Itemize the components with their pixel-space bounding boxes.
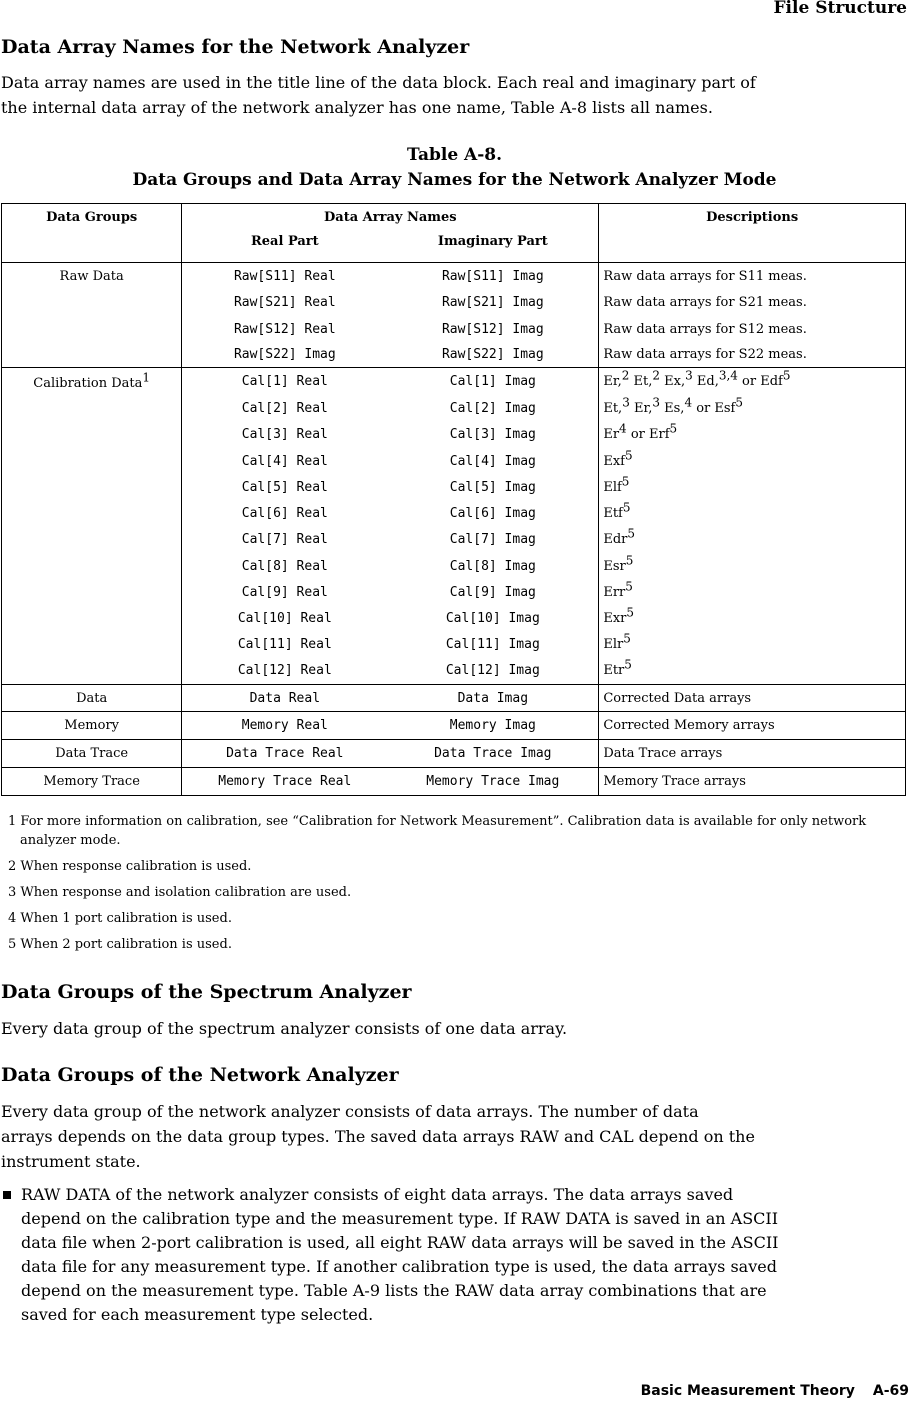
group-memory: Memory: [2, 712, 182, 740]
memory-real: Memory Real: [182, 712, 387, 740]
cal-desc-7: Edr$^5$: [599, 527, 906, 553]
data-array-names-table: [1, 203, 906, 796]
cal-imag-7: Cal[7] Imag: [449, 532, 536, 547]
square-bullet-icon: [3, 1191, 11, 1199]
cal-real-6: Cal[6] Real: [241, 505, 328, 521]
running-head: File Structure: [773, 0, 907, 18]
data-desc: Corrected Data arrays: [599, 685, 906, 712]
cal-real-7: Cal[7] Real: [241, 532, 328, 547]
raw-desc-s22: Raw data arrays for S22 meas.: [599, 343, 906, 368]
bullet-line-1: RAW DATA of the network analyzer consists of eight data arrays. The data arrays saved: [21, 1185, 734, 1204]
bullet-line-2: depend on the calibration type and the measurement type. If RAW DATA is saved in an ASCII: [21, 1209, 779, 1228]
intro-line-2: the internal data array of the network analyzer has one name, Table A-8 lists all names.: [1, 98, 713, 117]
cal-real-4: Cal[4] Real: [241, 453, 328, 469]
network-groups-paragraph: [1, 1099, 755, 1174]
raw-desc-s21: Raw data arrays for S21 meas.: [599, 290, 906, 316]
cal-imag-2: Cal[2] Imag: [449, 401, 536, 416]
cal-real-10: Cal[10] Real: [237, 611, 332, 626]
header-array-names-label: Data Array Names: [324, 210, 457, 225]
footer-title: Basic Measurement Theory: [640, 1383, 855, 1399]
raw-real-s22: Raw[S22] Imag: [182, 343, 387, 368]
header-array-names: [182, 204, 599, 263]
header-real-part: Real Part: [250, 234, 319, 249]
cal-desc-5: Elf$^5$: [599, 475, 906, 500]
cal-desc-4: Exf$^5$: [599, 448, 906, 475]
table-row: [2, 712, 906, 740]
cal-desc-2: Et,$^3$ Er,$^3$ Es,$^4$ or Esf$^5$: [599, 396, 906, 422]
table-row: [2, 263, 906, 290]
page-footer: [641, 1383, 909, 1399]
raw-real-s11: Raw[S11] Real: [233, 268, 336, 284]
page-number: A-69: [872, 1383, 909, 1399]
cal-real-2: Cal[2] Real: [241, 401, 328, 416]
cal-imag-8: Cal[8] Imag: [449, 558, 536, 574]
cal-real-12: Cal[12] Real: [182, 658, 387, 685]
intro-line-1: Data array names are used in the title line of the data block. Each real and imaginary part of: [1, 73, 756, 92]
group-memory-trace: Memory Trace: [2, 768, 182, 796]
data-real: Data Real: [182, 685, 387, 712]
table-row: [2, 768, 906, 796]
raw-real-s21: Raw[S21] Real: [233, 295, 336, 310]
raw-desc-s11: Raw data arrays for S11 meas.: [599, 263, 906, 290]
memory-trace-desc: Memory Trace arrays: [599, 768, 906, 796]
data-trace-real: Data Trace Real: [182, 740, 387, 768]
cal-desc-12: Etr$^5$: [599, 658, 906, 685]
header-descriptions: Descriptions: [599, 204, 906, 263]
network-groups-line-3: instrument state.: [1, 1152, 141, 1171]
table-footnotes: [8, 812, 888, 961]
cal-imag-6: Cal[6] Imag: [449, 505, 536, 521]
header-imag-part: Imaginary Part: [437, 234, 548, 249]
network-groups-line-2: arrays depends on the data group types. The saved data arrays RAW and CAL depend on the: [1, 1127, 755, 1146]
cal-real-5: Cal[5] Real: [241, 479, 328, 495]
memory-trace-imag: Memory Trace Imag: [387, 768, 599, 796]
cal-real-1: Cal[1] Real: [241, 374, 328, 390]
list-item: [1, 1183, 906, 1327]
bullet-line-4: data file for any measurement type. If another calibration type is used, the data arrays saved: [21, 1257, 777, 1276]
memory-imag: Memory Imag: [387, 712, 599, 740]
raw-imag-s22: Raw[S22] Imag: [387, 343, 599, 368]
cal-real-3: Cal[3] Real: [241, 427, 328, 442]
footnote-4: 4 When 1 port calibration is used.: [8, 911, 232, 926]
section-heading-spectrum: Data Groups of the Spectrum Analyzer: [1, 981, 412, 1003]
cal-imag-10: Cal[10] Imag: [445, 611, 540, 626]
calibration-label: Calibration Data: [33, 376, 143, 391]
bullet-list: [1, 1183, 906, 1327]
table-title: Data Groups and Data Array Names for the Network Analyzer Mode: [132, 170, 777, 190]
spectrum-paragraph: Every data group of the spectrum analyzer consists of one data array.: [1, 1019, 568, 1038]
raw-imag-s12: Raw[S12] Imag: [441, 321, 544, 337]
header-data-groups: Data Groups: [2, 204, 182, 263]
table-row: [2, 368, 906, 396]
table-number: Table A-8.: [406, 145, 503, 165]
raw-desc-s12: Raw data arrays for S12 meas.: [599, 316, 906, 343]
group-data-trace: Data Trace: [2, 740, 182, 768]
group-calibration-data: [2, 368, 182, 685]
group-data: Data: [2, 685, 182, 712]
calibration-footnote-ref: 1: [142, 370, 151, 385]
bullet-line-6: saved for each measurement type selected.: [21, 1305, 374, 1324]
cal-imag-1: Cal[1] Imag: [449, 374, 536, 390]
footnote-3: 3 When response and isolation calibration are used.: [8, 885, 352, 900]
footnote-5: 5 When 2 port calibration is used.: [8, 937, 232, 952]
cal-real-11: Cal[11] Real: [237, 637, 332, 652]
cal-desc-3: Er$^4$ or Erf$^5$: [599, 422, 906, 448]
intro-paragraph: [1, 70, 756, 120]
data-trace-desc: Data Trace arrays: [599, 740, 906, 768]
data-trace-imag: Data Trace Imag: [387, 740, 599, 768]
cal-imag-3: Cal[3] Imag: [449, 427, 536, 442]
bullet-line-5: depend on the measurement type. Table A-9 lists the RAW data array combinations that are: [21, 1281, 767, 1300]
footnote-1: 1 For more information on calibration, see “Calibration for Network Measurement”. Calibration data is available for only network analyzer mode.: [8, 814, 867, 848]
group-raw-data: Raw Data: [2, 263, 182, 368]
section-heading-array-names: Data Array Names for the Network Analyzer: [1, 36, 470, 58]
network-groups-line-1: Every data group of the network analyzer consists of data arrays. The number of data: [1, 1102, 699, 1121]
cal-imag-12: Cal[12] Imag: [387, 658, 599, 685]
section-heading-network-groups: Data Groups of the Network Analyzer: [1, 1064, 399, 1086]
raw-imag-s21: Raw[S21] Imag: [441, 295, 544, 310]
table-header-row: [2, 204, 906, 263]
table-row: [2, 685, 906, 712]
bullet-line-3: data file when 2-port calibration is used, all eight RAW data arrays will be saved in the ASCII: [21, 1233, 779, 1252]
raw-imag-s11: Raw[S11] Imag: [441, 268, 544, 284]
memory-desc: Corrected Memory arrays: [599, 712, 906, 740]
cal-real-8: Cal[8] Real: [241, 558, 328, 574]
table-row: [2, 740, 906, 768]
cal-imag-4: Cal[4] Imag: [449, 453, 536, 469]
cal-desc-1: Er,$^2$ Et,$^2$ Ex,$^3$ Ed,$^{3,4}$ or Edf$^5$: [599, 368, 906, 396]
footnote-2: 2 When response calibration is used.: [8, 859, 252, 874]
raw-real-s12: Raw[S12] Real: [233, 321, 336, 337]
memory-trace-real: Memory Trace Real: [182, 768, 387, 796]
cal-desc-8: Esr$^5$: [599, 553, 906, 580]
cal-desc-9: Err$^5$: [599, 580, 906, 606]
cal-desc-6: Etf$^5$: [599, 500, 906, 527]
cal-imag-5: Cal[5] Imag: [449, 479, 536, 495]
cal-imag-11: Cal[11] Imag: [445, 637, 540, 652]
table-caption: [0, 143, 909, 193]
cal-real-9: Cal[9] Real: [241, 585, 328, 600]
cal-desc-11: Elr$^5$: [599, 632, 906, 658]
cal-imag-9: Cal[9] Imag: [449, 585, 536, 600]
cal-desc-10: Exr$^5$: [599, 606, 906, 632]
data-imag: Data Imag: [387, 685, 599, 712]
